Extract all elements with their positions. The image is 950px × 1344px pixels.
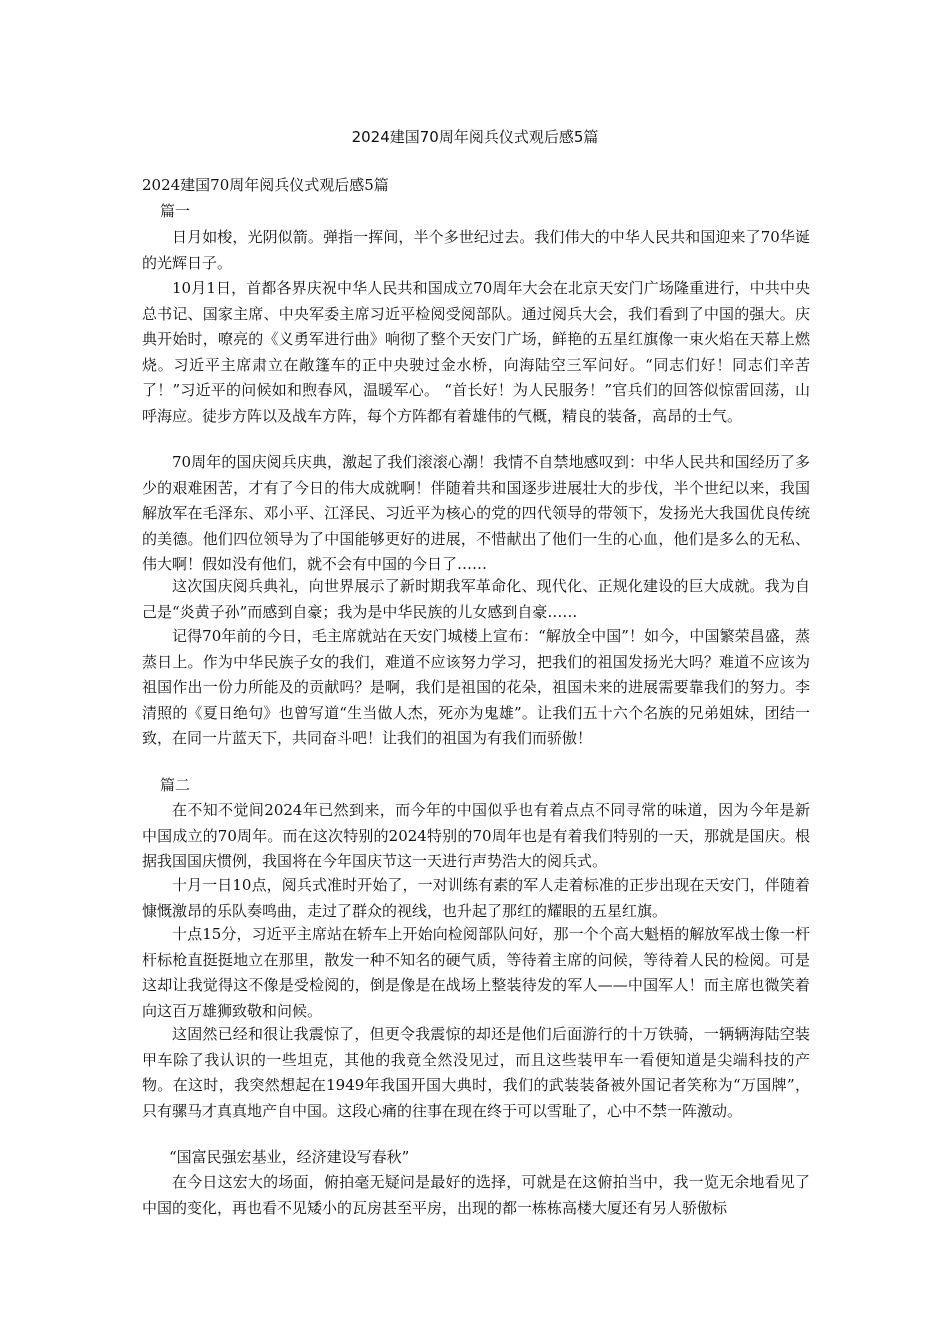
body-paragraph: 这次国庆阅兵典礼，向世界展示了新时期我军革命化、现代化、正规化建设的巨大成就。我为自己是“炎黄子孙”而感到自豪；我为是中华民族的儿女感到自豪…… — [142, 577, 810, 621]
body-paragraph: 这固然已经和很让我震惊了，但更令我震惊的却还是他们后面游行的十万铁骑，一辆辆海陆空装甲车除了我认识的一些坦克，其他的我竟全然没见过，而且这些装甲车一看便知道是尖端科技的产物。在这时，我突然想起在1949年我国开国大典时，我们的武装装备被外国记者笑称为“万国牌”，只有骡马才真真地产自中国。这段心痛的往事在现在终于可以雪耻了，心中不禁一阵激动。 — [142, 1025, 810, 1120]
body-paragraph: 10月1日，首都各界庆祝中华人民共和国成立70周年大会在北京天安门广场隆重进行，中共中央总书记、国家主席、中央军委主席习近平检阅受阅部队。通过阅兵大会，我们看到了中国的强大。庆典开始时，嘹亮的《义勇军进行曲》响彻了整个天安门广场，鲜艳的五星红旗像一束火焰在天幕上燃烧。习近平主席肃立在敞篷车的正中央驶过金水桥，向海陆空三军问好。“同志们好！同志们辛苦了！”习近平的问候如和煦春风，温暖军心。 “首长好！为人民服务！”官兵们的回答似惊雷回荡，山呼海应。徒步方阵以及战车方阵，每个方阵都有着雄伟的气概，精良的装备，高昂的士气。 — [142, 279, 810, 425]
body-paragraph: 70周年的国庆阅兵庆典，激起了我们滚滚心潮！我情不自禁地感叹到：中华人民共和国经历了多少的艰难困苦，才有了今日的伟大成就啊！伴随着共和国逐步进展壮大的步伐，半个世纪以来，我国解放军在毛泽东、邓小平、江泽民、习近平为核心的党的四代领导的带领下，发扬光大我国优良传统的美德。他们四位领导为了中国能够更好的进展，不惜献出了他们一生的心血，他们是多么的无私、伟大啊！假如没有他们，就不会有中国的今日了…… — [142, 453, 810, 573]
quote-heading: “国富民强宏基业，经济建设写春秋” — [169, 1148, 410, 1166]
body-paragraph: 日月如梭，光阴似箭。弹指一挥间，半个多世纪过去。我们伟大的中华人民共和国迎来了70华诞的光辉日子。 — [142, 228, 810, 272]
body-paragraph: 在今日这宏大的场面，俯拍毫无疑问是最好的选择，可就是在这俯拍当中，我一览无余地看见了中国的变化，再也看不见矮小的瓦房甚至平房，出现的都一栋栋高楼大厦还有另人骄傲标 — [142, 1173, 810, 1217]
document-subtitle: 2024建国70周年阅兵仪式观后感5篇 — [142, 176, 389, 194]
body-paragraph: 十点15分，习近平主席站在轿车上开始向检阅部队问好，那一个个高大魁梧的解放军战士像一杆杆标枪直挺挺地立在那里，散发一种不知名的硬气质，等待着主席的问候，等待着人民的检阅。可是这却让我觉得这不像是受检阅的，倒是像是在战场上整装待发的军人——中国军人！而主席也微笑着向这百万雄狮致敬和问候。 — [142, 925, 810, 1020]
body-paragraph: 在不知不觉间2024年已然到来，而今年的中国似乎也有着点点不同寻常的味道，因为今年是新中国成立的70周年。而在这次特别的2024特别的70周年也是有着我们特别的一天，那就是国庆。根据我国国庆惯例，我国将在今年国庆节这一天进行声势浩大的阅兵式。 — [142, 801, 810, 870]
document-title: 2024建国70周年阅兵仪式观后感5篇 — [351, 128, 599, 146]
body-paragraph: 记得70年前的今日，毛主席就站在天安门城楼上宣布：“解放全中国”！如今，中国繁荣昌盛，蒸蒸日上。作为中华民族子女的我们，难道不应该努力学习，把我们的祖国发扬光大吗？难道不应该为祖国作出一份力所能及的贡献吗？是啊，我们是祖国的花朵，祖国未来的进展需要靠我们的努力。李清照的《夏日绝句》也曾写道“生当做人杰，死亦为鬼雄”。让我们五十六个名族的兄弟姐妹，团结一致，在同一片蓝天下，共同奋斗吧！让我们的祖国为有我们而骄傲！ — [142, 627, 810, 747]
body-paragraph: 十月一日10点，阅兵式准时开始了，一对训练有素的军人走着标准的正步出现在天安门，伴随着慷慨激昂的乐队奏鸣曲，走过了群众的视线，也升起了那红的耀眼的五星红旗。 — [142, 876, 810, 920]
section-heading-1: 篇一 — [160, 202, 191, 220]
section-heading-2: 篇二 — [160, 776, 191, 794]
